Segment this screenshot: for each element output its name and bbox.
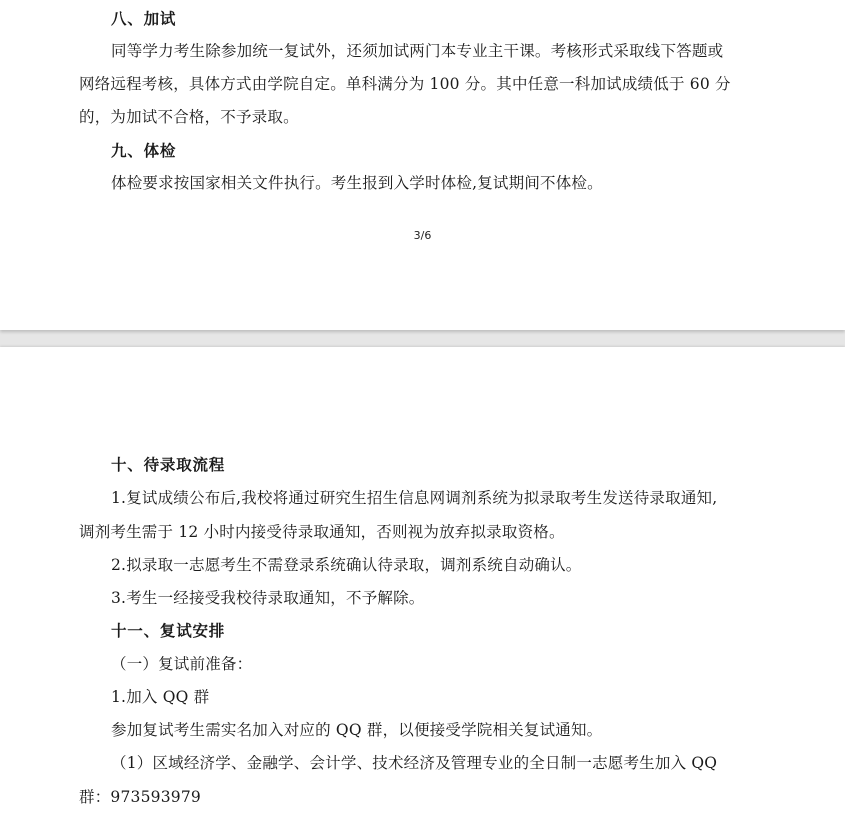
section-10-line: 调剂考生需于 12 小时内接受待录取通知，否则视为放弃拟录取资格。 xyxy=(79,523,565,541)
section-8-line: 的，为加试不合格，不予录取。 xyxy=(79,108,299,126)
section-8-line: 同等学力考生除参加统一复试外，还须加试两门本专业主干课。考核形式采取线下答题或 xyxy=(111,42,724,60)
document-page-4 xyxy=(0,347,845,813)
document-page-3 xyxy=(0,0,845,330)
section-11-line: 1.加入 QQ 群 xyxy=(111,688,210,706)
section-10-line: 2.拟录取一志愿考生不需登录系统确认待录取，调剂系统自动确认。 xyxy=(111,556,582,574)
section-11-line: （1）区域经济学、金融学、会计学、技术经济及管理专业的全日制一志愿考生加入 QQ xyxy=(111,754,718,772)
section-9-line: 体检要求按国家相关文件执行。考生报到入学时体检,复试期间不体检。 xyxy=(111,174,603,192)
section-10-heading: 十、待录取流程 xyxy=(111,456,226,474)
section-11-line: 群：973593979 xyxy=(79,788,201,806)
page-number: 3/6 xyxy=(413,229,432,242)
section-10-line: 3.考生一经接受我校待录取通知，不予解除。 xyxy=(111,589,425,607)
section-8-heading: 八、加试 xyxy=(111,10,177,28)
section-11-heading: 十一、复试安排 xyxy=(111,622,226,640)
section-11-line: 参加复试考生需实名加入对应的 QQ 群，以便接受学院相关复试通知。 xyxy=(111,721,603,739)
section-8-line: 网络远程考核，具体方式由学院自定。单科满分为 100 分。其中任意一科加试成绩低于 60 分 xyxy=(79,75,731,93)
section-11-line: （一）复试前准备： xyxy=(111,655,253,673)
section-10-line: 1.复试成绩公布后,我校将通过研究生招生信息网调剂系统为拟录取考生发送待录取通知, xyxy=(111,489,718,507)
section-9-heading: 九、体检 xyxy=(111,142,177,160)
